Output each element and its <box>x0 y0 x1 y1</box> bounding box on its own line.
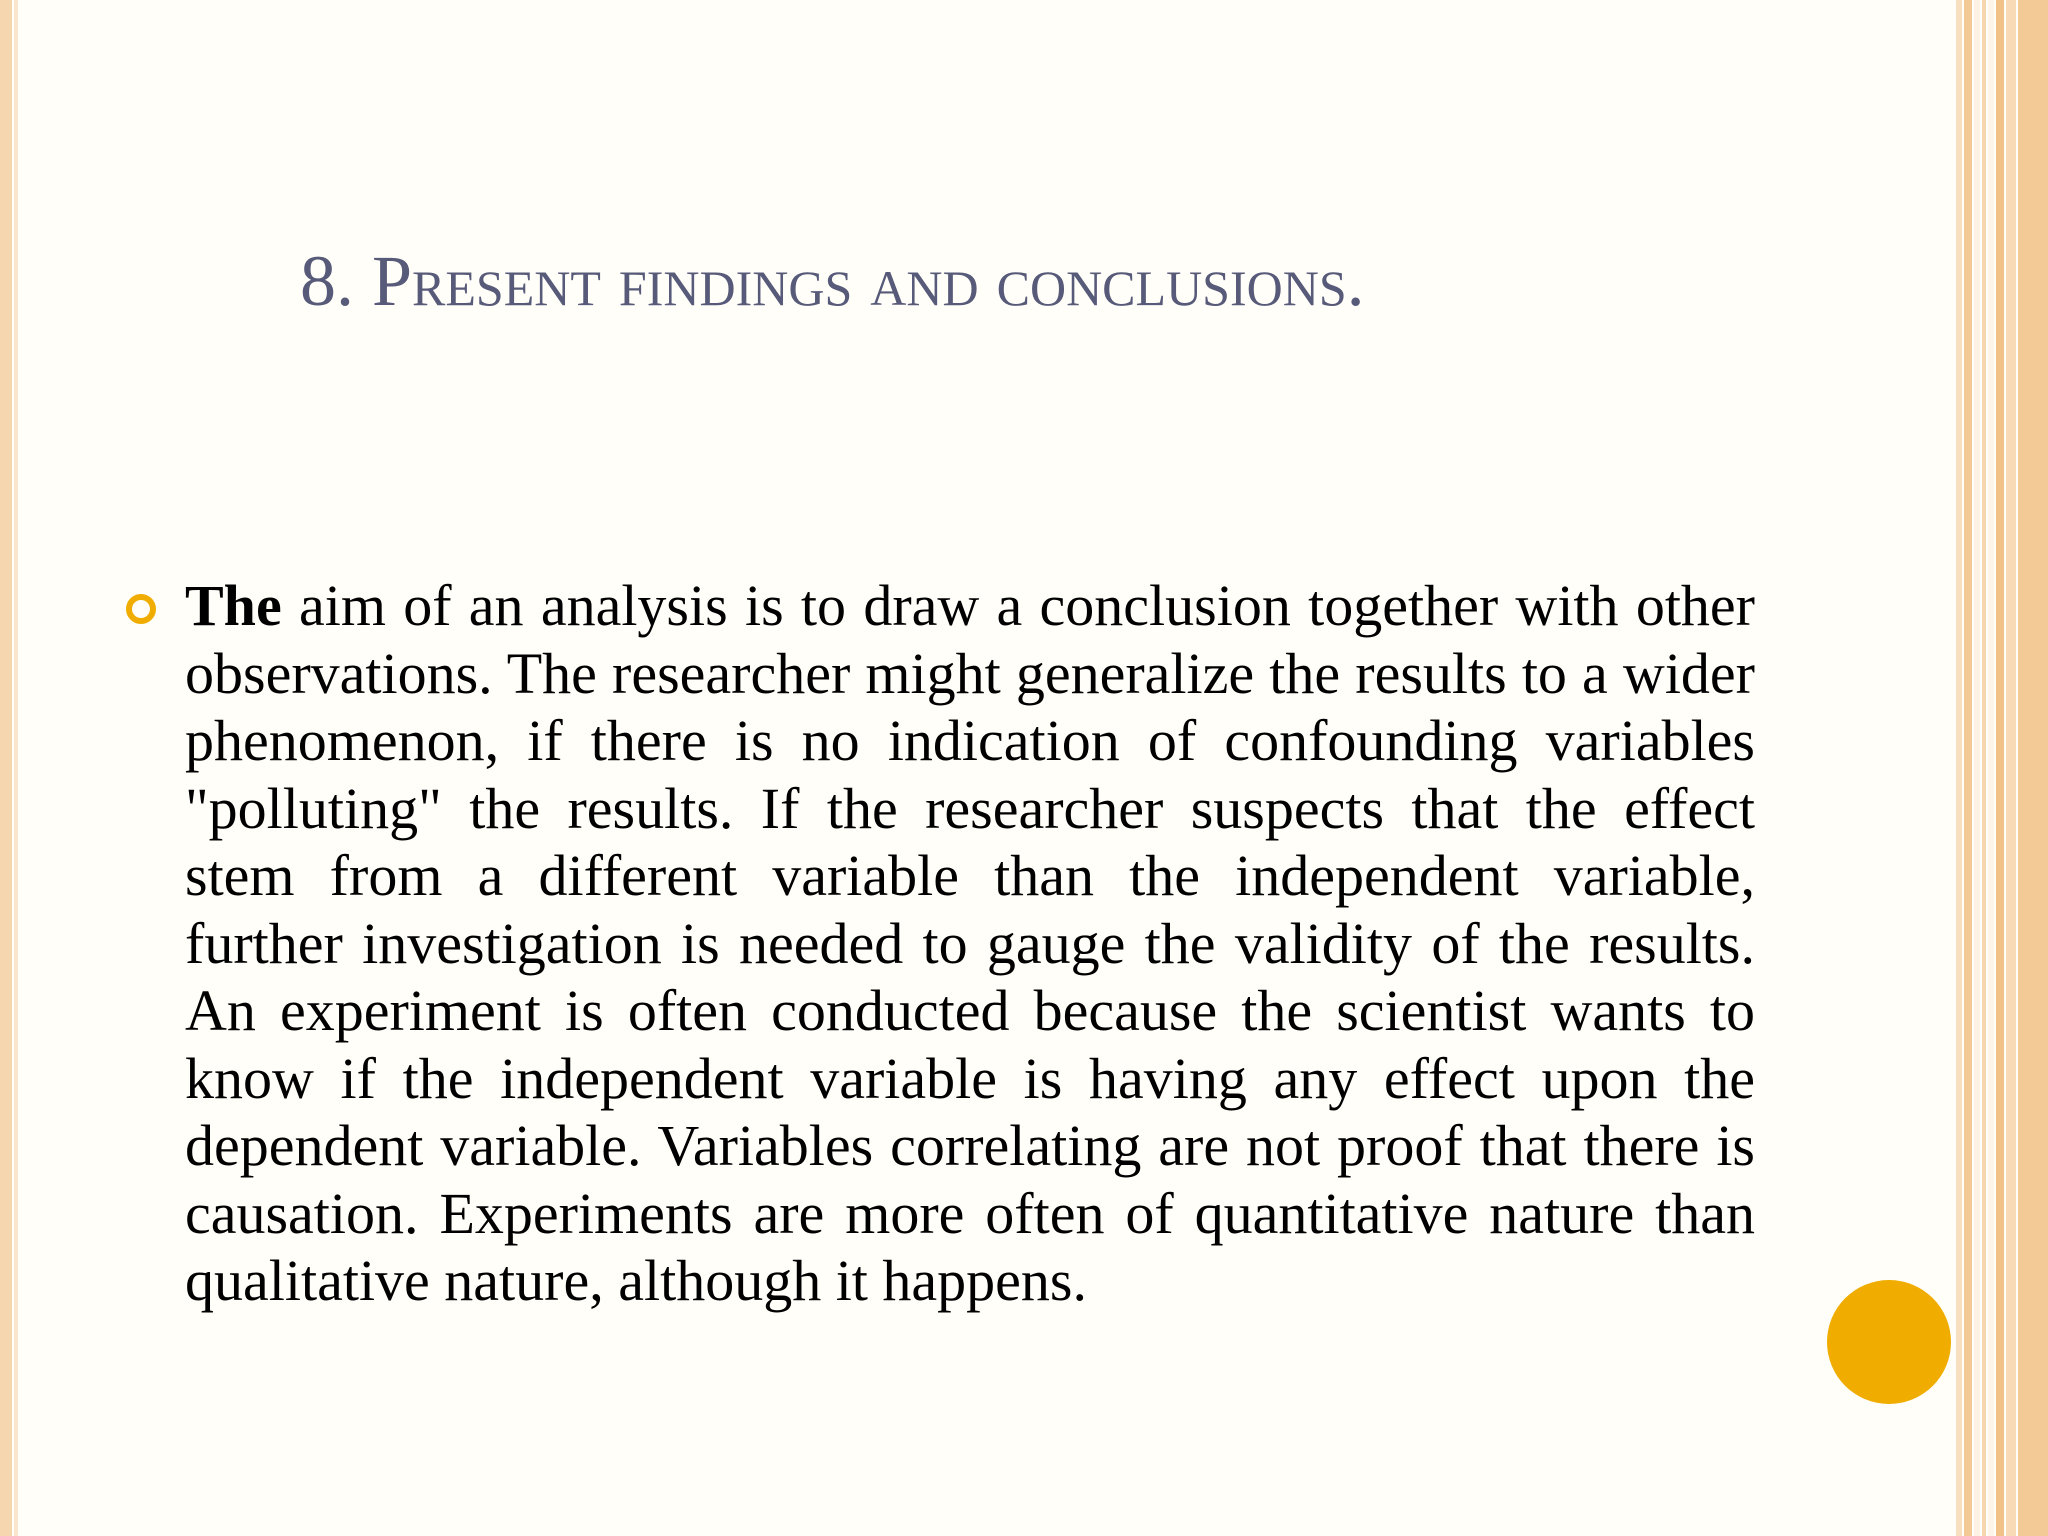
solid-circle-decoration-icon <box>1827 1280 1951 1404</box>
slide-title: 8. Present findings and conclusions. <box>300 241 1365 321</box>
bullet-paragraph <box>185 572 1755 1315</box>
right-border-stripe <box>2018 0 2048 1536</box>
right-border-stripe <box>2006 0 2016 1536</box>
left-border-stripe <box>0 0 12 1536</box>
right-border-stripe <box>1982 0 1986 1536</box>
bullet-body-text: aim of an analysis is to draw a conclusion together with other observations. The researcher might generalize the results to a wider phenomenon, if there is no indication of confounding variables "polluting" the results. If the researcher suspects that the effect stem from a different variable than the independent variable, further investigation is needed to gauge the validity of the results. An experiment is often conducted because the scientist wants to know if the independent variable is having any effect upon the dependent variable. Variables correlating are not proof that there is causation. Experiments are more often of quantitative nature than qualitative nature, although it happens. <box>185 573 1755 1313</box>
right-border-stripe <box>1956 0 1962 1536</box>
left-border-stripe-thin <box>14 0 18 1536</box>
bullet-lead-word: The <box>185 573 282 638</box>
hollow-circle-bullet-icon <box>126 594 156 624</box>
right-border-stripe <box>1996 0 2004 1536</box>
right-border-stripe <box>1964 0 1972 1536</box>
right-border-stripe <box>1988 0 1994 1536</box>
right-border-stripe <box>1974 0 1980 1536</box>
